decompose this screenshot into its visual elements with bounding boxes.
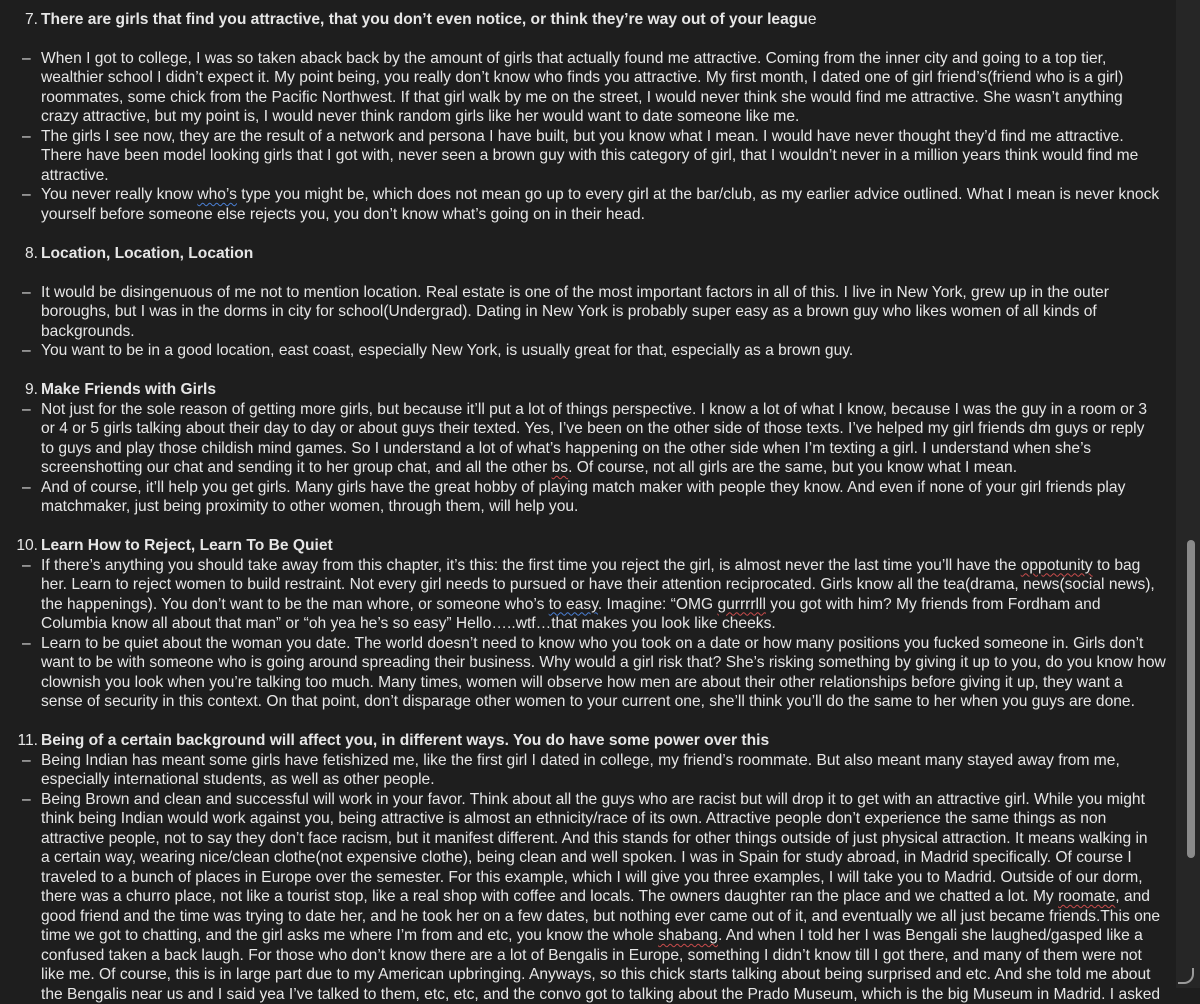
bullet-text[interactable]: want to be with someone who is going around spreading their business. Why would a girl risk that? She’s risking something by giving it up to you, do you know how [41,653,1166,673]
spelling-underline: bs [552,459,568,476]
bullet-text[interactable]: attractive. [41,166,109,186]
section-number: 9. [0,380,38,400]
bullet-text[interactable]: clownish you look when you’re talking too much. Many times, women will observe how men are about their other relationships before giving it up, they want a [41,673,1123,693]
bullet-text[interactable]: think being Indian would work against you, being attractive is almost an ethnicity/race of its own. Attractive people don’t experience the same things as non [41,809,1106,829]
section-heading: Make Friends with Girls [41,380,216,400]
section-heading: Learn How to Reject, Learn To Be Quiet [41,536,333,556]
bullet-text[interactable]: a certain way, wearing nice/clean clothe(not expensive clothe), being clean and well spoken. I was in Spain for study abroad, in Madrid specifically. Of course I [41,848,1132,868]
spelling-underline: oppotunity [1021,557,1093,574]
bullet-dash: – [22,341,31,361]
section-number: 8. [0,244,38,264]
bullet-text[interactable]: Columbia know all about that man” or “oh yea he’s so easy” Hello…..wtf…that makes you look like cheeks. [41,614,776,634]
bullet-dash: – [22,49,31,69]
section-heading: Being of a certain background will affect you, in different ways. You do have some power over this [41,731,769,751]
bullet-text[interactable]: screenshotting our chat and sending it to her group chat, and all the other bs. Of course, not all girls are the same, but you know what I mean. [41,458,1017,478]
section-heading [41,10,817,30]
bullet-text[interactable]: Learn to be quiet about the woman you date. The world doesn’t need to know who you took on a date or how many positions you fucked someone in. Girls don’t [41,634,1143,654]
bullet-text[interactable]: You want to be in a good location, east coast, especially New York, is usually great for that, especially as a brown guy. [41,341,853,361]
scrollbar-thumb[interactable] [1187,540,1195,858]
spelling-underline: gurrrrlll [717,596,766,613]
bullet-dash: – [22,185,31,205]
bullet-text[interactable]: confused taken a back laugh. For those who don’t know there are a lot of Bengalis in Europe, something I didn’t know till I got there, and many of them were not [41,946,1142,966]
spelling-underline: shabang [658,927,718,944]
bullet-text[interactable]: or 4 or 5 girls talking about their day to day or about guys their texted. Yes, I’ve been on the other side of those texts. I’ve helped my girl friends dm guys or reply [41,419,1144,439]
section-heading-bold: There are girls that find you attractive, that you don’t even notice, or think they’re way out of your leagu [41,11,808,28]
bullet-text[interactable]: matchmaker, just being proximity to other women, through them, will help you. [41,497,578,517]
bullet-dash: – [22,751,31,771]
bullet-text[interactable]: especially international students, as well as other people. [41,770,435,790]
bullet-text[interactable]: You never really know who’s type you might be, which does not mean go up to every girl at the bar/club, as my earlier advice outlined. What I mean is never knock [41,185,1159,205]
bullet-text[interactable]: the Bengalis near us and I said yea I’ve talked to them, etc, etc, and the convo got to talking about the Prado Museum, which is the big Museum in Madrid. I asked [41,985,1160,1004]
bullet-text[interactable]: there was a churro place, not like a tourist stop, like a real shop with coffee and locals. The owners daughter ran the place and we chatted a lot. My roomate, and [41,887,1150,907]
bullet-dash: – [22,127,31,147]
bullet-text[interactable]: Being Brown and clean and successful will work in your favor. Think about all the guys who are racist but will drop it to get with an attractive girl. While you might [41,790,1145,810]
bullet-text[interactable]: The girls I see now, they are the result of a network and persona I have built, but you know what I mean. I would have never thought they’d find me attractive. [41,127,1124,147]
bullet-text[interactable]: crazy attractive, but my point is, I would never think random girls like her would want to date someone like me. [41,107,799,127]
bullet-text[interactable]: Being Indian has meant some girls have fetishized me, like the first girl I dated in college, my friend’s roommate. But also meant many stayed away from me, [41,751,1120,771]
section-number: 11. [0,731,38,751]
bullet-text[interactable]: good friend and the time was trying to date her, and he took her on a few dates, but nothing ever came out of it, and eventually we all just became friends.This one [41,907,1160,927]
bullet-text[interactable]: sense of security in this context. On that point, don’t disparage other women to your current one, she’ll think you’ll do the same to her when you guys are done. [41,692,1135,712]
bullet-text[interactable]: When I got to college, I was so taken aback back by the amount of girls that actually found me attractive. Coming from the inner city and going to a top tier, [41,49,1106,69]
bullet-dash: – [22,400,31,420]
bullet-text[interactable]: And of course, it’ll help you get girls. Many girls have the great hobby of playing match maker with people they know. And even if none of your girl friends play [41,478,1125,498]
bullet-text[interactable]: attractive people, not to say they don’t face racism, but it manifest different. And this stands for other things outside of just physical attraction. It means walking in [41,829,1148,849]
bullet-dash: – [22,283,31,303]
spelling-underline: who’s [197,186,237,203]
section-heading-tail: e [808,11,817,28]
bullet-dash: – [22,556,31,576]
bullet-text[interactable]: It would be disingenuous of me not to mention location. Real estate is one of the most important factors in all of this. I live in New York, grew up in the outer [41,283,1109,303]
bullet-text[interactable]: wealthier school I didn’t expect it. My point being, you really don’t know who finds you attractive. My first month, I dated one of girl friend’s(friend who is a girl) [41,68,1123,88]
bullet-dash: – [22,478,31,498]
bullet-text[interactable]: traveled to a bunch of places in Europe over the semester. For this example, which I will give you three examples, I will take you to Madrid. Outside of our dorm, [41,868,1143,888]
bullet-text[interactable]: If there’s anything you should take away from this chapter, it’s this: the first time you reject the girl, is almost never the last time you’ll have the oppotunity to bag [41,556,1140,576]
bullet-text[interactable]: like me. Of course, this is in large part due to my American upbringing. Anyways, so this chick starts talking about being surprised and etc. And she told me about [41,965,1150,985]
bullet-text[interactable]: to guys and play those childish mind games. So I understand a lot of what’s happening on the other side when I’m texting a girl. I understand when she’s [41,439,1091,459]
bullet-text[interactable]: her. Learn to reject women to build restraint. Not every girl needs to pursued or have their attention reciprocated. Girls know all the tea(drama, news(social news), [41,575,1155,595]
bullet-text[interactable]: There have been model looking girls that I got with, never seen a brown guy with this category of girl, that I wouldn’t never in a million years think would find me [41,146,1138,166]
section-heading: Location, Location, Location [41,244,253,264]
spelling-underline: roomate [1058,888,1115,905]
section-number: 10. [0,536,38,556]
spelling-underline: to easy [549,596,598,613]
bullet-text[interactable]: Not just for the sole reason of getting more girls, but because it’ll put a lot of things perspective. I know a lot of what I know, because I was the guy in a room or 3 [41,400,1147,420]
bullet-text[interactable]: roommates, some chick from the Pacific Northwest. If that girl walk by me on the street, I would never think she would find me attractive. She wasn’t anything [41,88,1123,108]
bullet-text[interactable]: boroughs, but I was in the dorms in city for school(Undergrad). Dating in New York is probably super easy as a brown guy who likes women of all kinds of [41,302,1097,322]
bullet-text[interactable]: time we got to chatting, and the girl asks me where I’m from and etc, you know the whole shabang. And when I told her I was Bengali she laughed/gasped like a [41,926,1143,946]
bullet-text[interactable]: the happenings). You don’t want to be the man whore, or someone who’s to easy. Imagine: “OMG gurrrrlll you got with him? My friends from Fordham and [41,595,1101,615]
vertical-scrollbar[interactable] [1176,0,1200,988]
section-number: 7. [0,10,38,30]
bullet-text[interactable]: yourself before someone else rejects you, you don’t know what’s going on in their head. [41,205,645,225]
bullet-dash: – [22,634,31,654]
bullet-dash: – [22,790,31,810]
bullet-text[interactable]: backgrounds. [41,322,135,342]
